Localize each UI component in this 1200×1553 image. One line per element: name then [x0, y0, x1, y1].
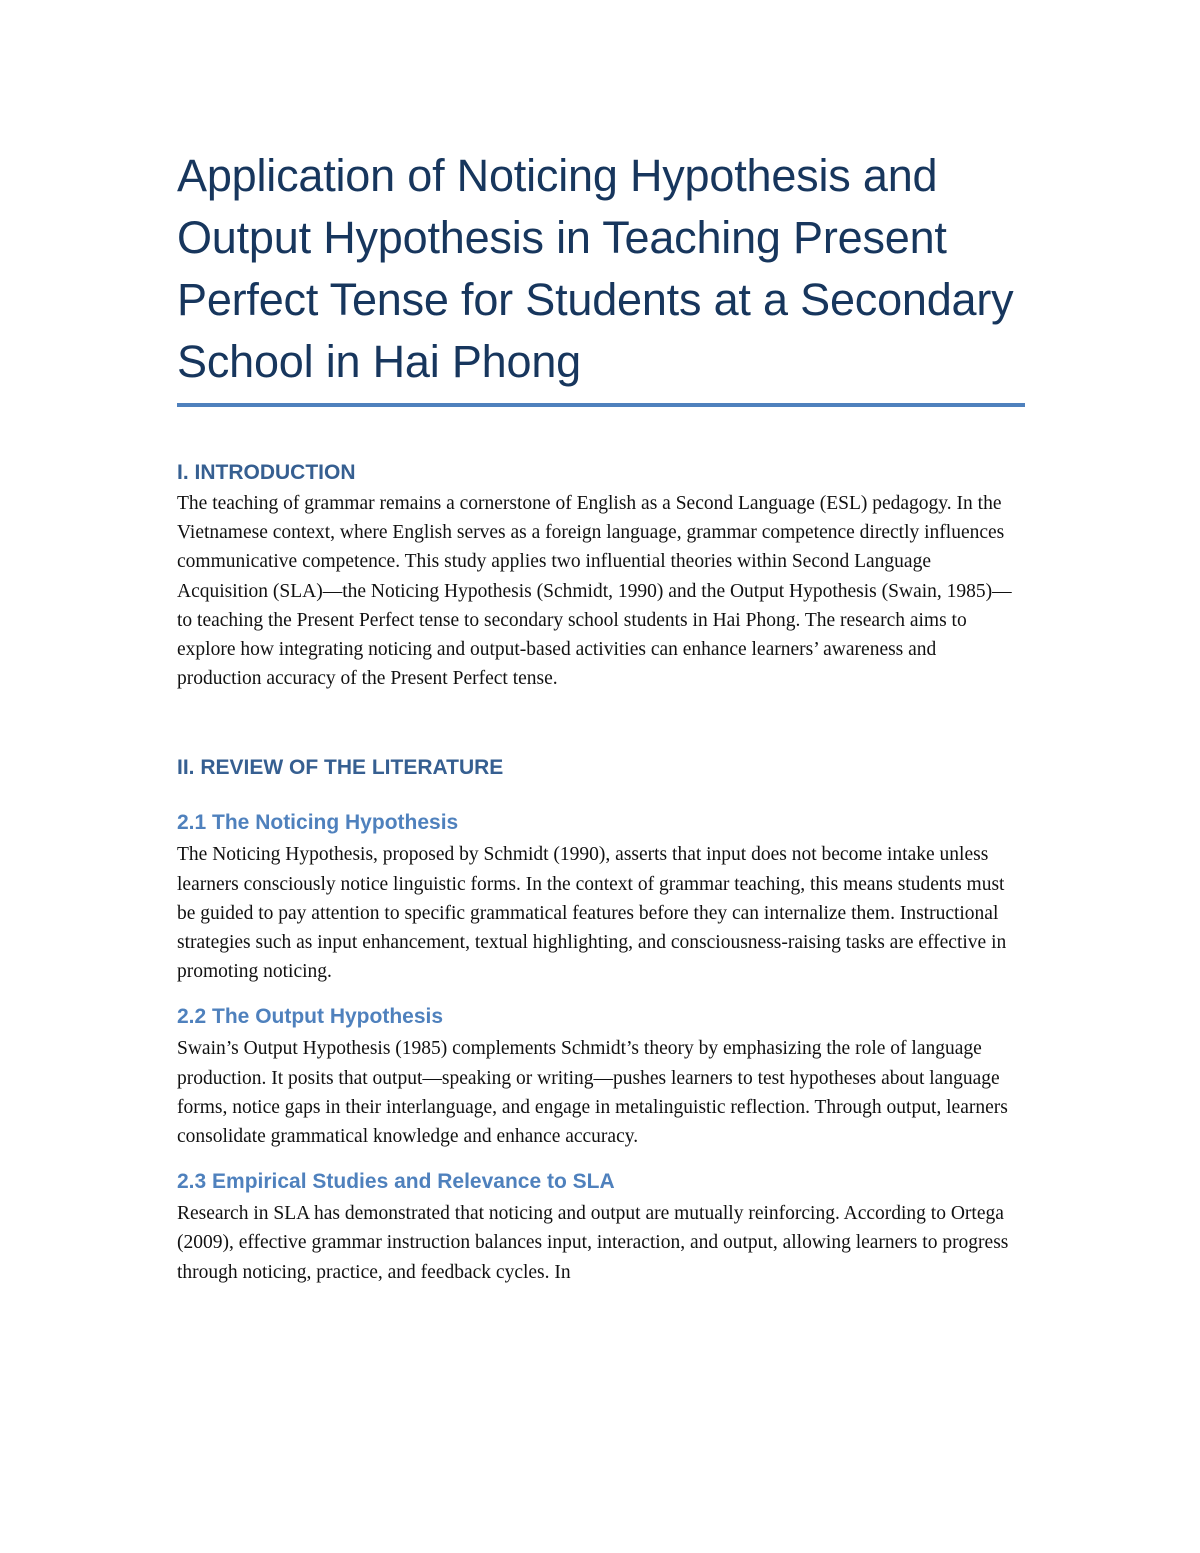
output-hypothesis-paragraph: Swain’s Output Hypothesis (1985) complements Schmidt’s theory by emphasizing the role of language production. It posits that output—speaking or writing—pushes learners to test hypotheses about language forms, notice gaps in their interlanguage, and engage in metalinguistic reflection. Through output, learners consolidate grammatical knowledge and enhance accuracy. [177, 1038, 1008, 1148]
title-underline-rule [177, 403, 1025, 407]
empirical-studies-paragraph: Research in SLA has demonstrated that noticing and output are mutually reinforcing. According to Ortega (2009), effective grammar instruction balances input, interaction, and output, allowing learners to progress through noticing, practice, and feedback cycles. In [177, 1203, 1009, 1283]
section-heading-introduction: I. INTRODUCTION [177, 461, 356, 484]
subsection-heading-empirical-studies: 2.3 Empirical Studies and Relevance to SLA [177, 1170, 615, 1194]
document-title: Application of Noticing Hypothesis and Output Hypothesis in Teaching Present Perfect Tense for Students at a Secondary School in Hai Phong [177, 150, 1014, 387]
document-content [177, 145, 1025, 1287]
subsection-heading-output-hypothesis: 2.2 The Output Hypothesis [177, 1005, 444, 1029]
section-heading-literature-review: II. REVIEW OF THE LITERATURE [177, 756, 504, 780]
introduction-paragraph: The teaching of grammar remains a cornerstone of English as a Second Language (ESL) pedagogy. In the Vietnamese context, where English serves as a foreign language, grammar competence directly influences communicative competence. This study applies two influential theories within Second Language Acquisition (SLA)—the Noticing Hypothesis (Schmidt, 1990) and the Output Hypothesis (Swain, 1985)—to teaching the Present Perfect tense to secondary school students in Hai Phong. The research aims to explore how integrating noticing and output-based activities can enhance learners’ awareness and production accuracy of the Present Perfect tense. [177, 493, 1012, 690]
noticing-hypothesis-paragraph: The Noticing Hypothesis, proposed by Schmidt (1990), asserts that input does not become intake unless learners consciously notice linguistic forms. In the context of grammar teaching, this means students must be guided to pay attention to specific grammatical features before they can internalize them. Instructional strategies such as input enhancement, textual highlighting, and consciousness-raising tasks are effective in promoting noticing. [177, 844, 1007, 983]
subsection-heading-noticing-hypothesis: 2.1 The Noticing Hypothesis [177, 811, 459, 835]
